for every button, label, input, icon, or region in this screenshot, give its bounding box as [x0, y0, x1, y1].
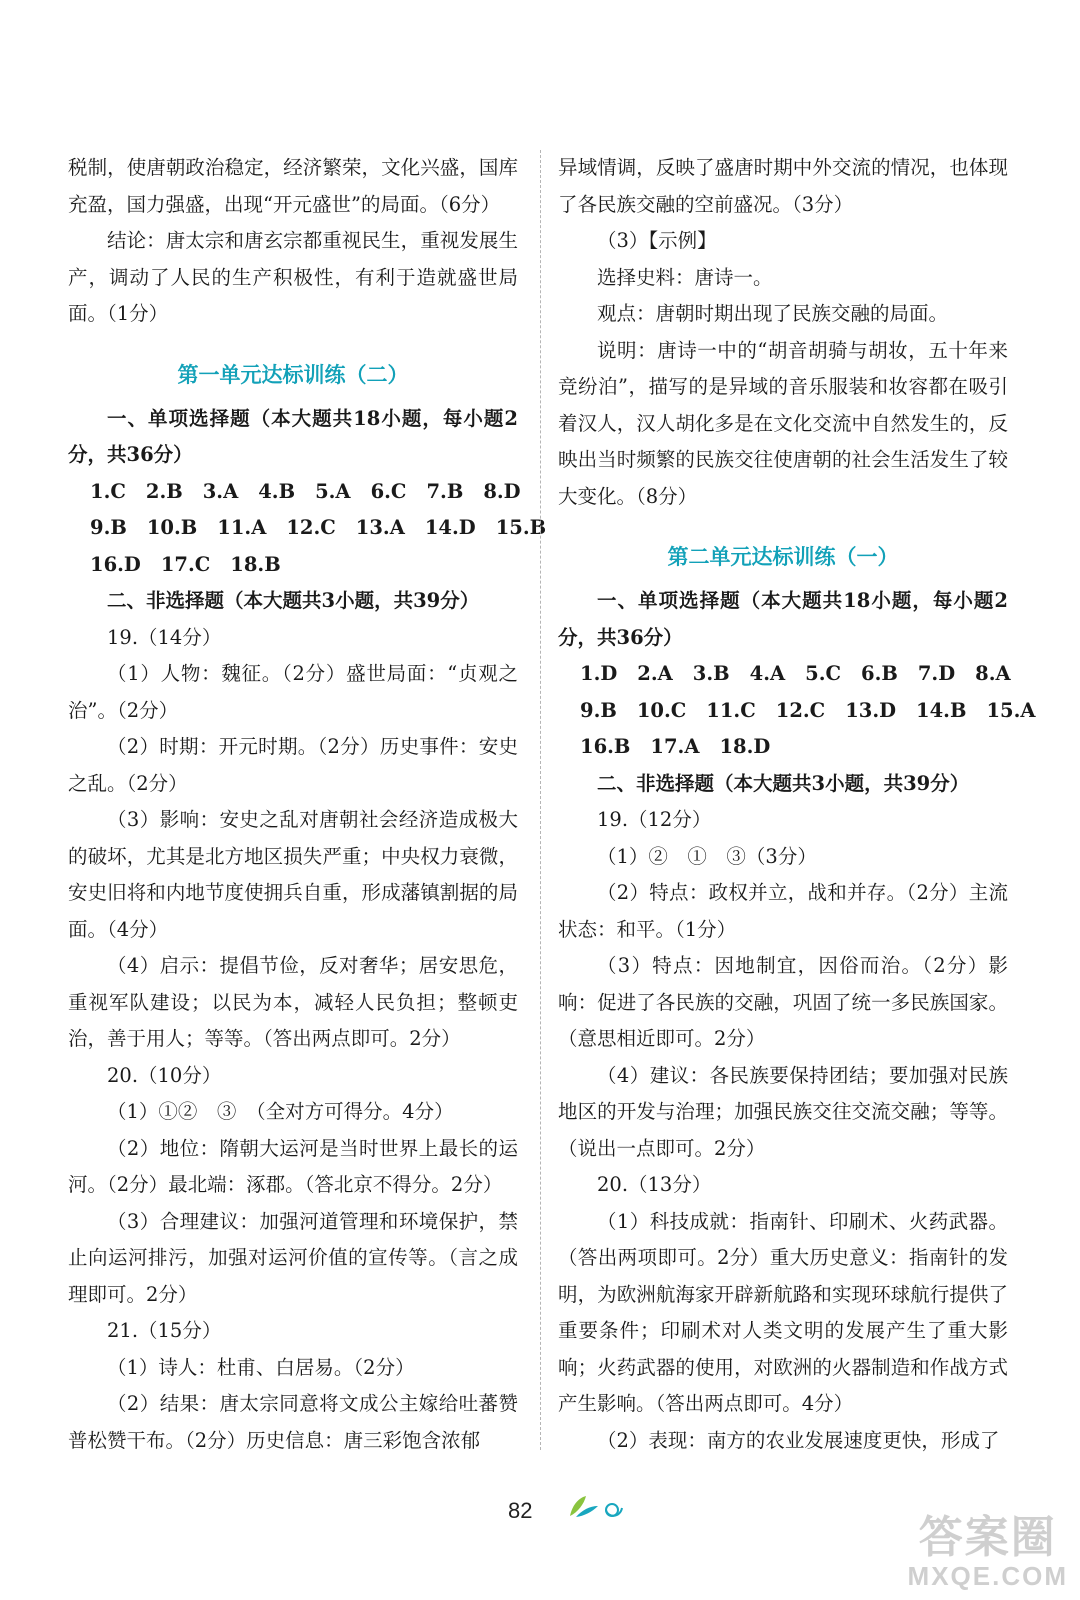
watermark-text: 答案圈	[918, 1513, 1057, 1562]
paragraph: 19.（14分）	[107, 625, 222, 649]
section-subheading: 二、非选择题（本大题共3小题，共39分）	[107, 589, 480, 612]
answer-item: 16.B	[580, 735, 631, 758]
paragraph: 结论：唐太宗和唐玄宗都重视民生，重视发展生产，调动了人民的生产积极性，有利于造就盛世局面。（1分）	[68, 229, 518, 325]
answer-item: 16.D	[90, 552, 141, 576]
answer-row	[558, 656, 1011, 693]
paragraph: 异域情调，反映了盛唐时期中外交流的情况，也体现了各民族交融的空前盛况。（3分）	[558, 156, 1008, 216]
paragraph: （2）特点：政权并立，战和并存。（2分）主流状态：和平。（1分）	[558, 881, 1008, 941]
answer-item: 1.C	[90, 479, 126, 503]
answer-item: 17.C	[160, 552, 211, 576]
answer-item: 10.C	[636, 698, 687, 722]
paragraph: （1）①② ③ （全对方可得分。4分）	[107, 1100, 454, 1123]
answer-item: 5.C	[805, 662, 842, 685]
paragraph: （2）地位：隋朝大运河是当时世界上最长的运河。（2分）最北端：涿郡。（答北京不得分。2分）	[68, 1136, 518, 1196]
answer-item: 15.A	[986, 698, 1036, 722]
answer-row	[68, 510, 547, 547]
answer-item: 9.B	[580, 698, 617, 722]
paragraph: 21.（15分）	[107, 1319, 222, 1342]
answer-item: 4.B	[258, 479, 296, 503]
answer-item: 6.C	[370, 479, 407, 503]
answer-item: 2.B	[145, 479, 183, 503]
answer-item: 8.D	[483, 479, 521, 503]
answer-item: 10.B	[146, 516, 198, 539]
answer-item: 11.A	[217, 516, 267, 539]
paragraph: （3）影响：安史之乱对唐朝社会经济造成极大的破坏，尤其是北方地区损失严重；中央权力衰微，安史旧将和内地节度使拥兵自重，形成藩镇割据的局面。（4分）	[68, 808, 518, 941]
column-divider	[540, 150, 541, 1450]
section-subheading: 二、非选择题（本大题共3小题，共39分）	[597, 771, 970, 795]
section-heading: 第二单元达标训练（一）	[667, 544, 899, 569]
watermark-logo	[908, 1515, 1068, 1592]
answer-item: 15.B	[495, 516, 547, 539]
answer-item: 17.A	[650, 735, 700, 758]
answer-item: 3.A	[202, 479, 239, 503]
answer-item: 6.B	[861, 662, 898, 685]
paragraph: （4）启示：提倡节俭，反对奢华；居安思危，重视军队建设；以民为本，减轻人民负担；整顿吏治，善于用人；等等。（答出两点即可。2分）	[68, 954, 518, 1050]
answer-item: 12.C	[286, 516, 336, 539]
answer-row	[558, 693, 1036, 730]
paragraph: （2）时期：开元时期。（2分）历史事件：安史之乱。（2分）	[68, 735, 518, 795]
answer-item: 11.C	[706, 698, 756, 722]
paragraph: 选择史料：唐诗一。	[597, 265, 773, 289]
paragraph: 20.（13分）	[597, 1173, 712, 1196]
leaf-ornament-icon	[566, 1492, 642, 1520]
paragraph: （4）建议：各民族要保持团结；要加强对民族地区的开发与治理；加强民族交往交流交融；等等。（说出一点即可。2分）	[558, 1063, 1008, 1160]
answer-item: 2.A	[637, 662, 673, 685]
section-subheading: 一、单项选择题（本大题共18小题，每小题2分，共36分）	[68, 406, 518, 466]
paragraph: 19.（12分）	[597, 808, 712, 831]
paragraph: （2）结果：唐太宗同意将文成公主嫁给吐蕃赞普松赞干布。（2分）历史信息：唐三彩饱含浓郁	[68, 1392, 518, 1452]
answer-item: 7.B	[426, 479, 464, 503]
answer-row	[68, 547, 518, 584]
paragraph: 税制，使唐朝政治稳定，经济繁荣，文化兴盛，国库充盈，国力强盛，出现“开元盛世”的局面。（6分）	[68, 156, 518, 216]
answer-item: 5.A	[315, 479, 351, 503]
paragraph: （3）【示例】	[597, 229, 717, 252]
answer-row	[558, 729, 1008, 766]
right-column	[558, 150, 1036, 1459]
paragraph: （1）② ① ③（3分）	[597, 844, 817, 868]
answer-item: 18.B	[230, 552, 281, 576]
answer-item: 4.A	[749, 662, 786, 685]
answer-item: 12.C	[775, 698, 826, 722]
answer-item: 13.A	[355, 516, 405, 539]
paragraph: （3）合理建议：加强河道管理和环境保护，禁止向运河排污，加强对运河价值的宣传等。（言之成理即可。2分）	[68, 1209, 518, 1306]
answer-item: 14.B	[916, 698, 967, 722]
paragraph: （3）特点：因地制宜，因俗而治。（2分）影响：促进了各民族的交融，巩固了统一多民族国家。（意思相近即可。2分）	[558, 954, 1008, 1050]
watermark-url: MXQE.COM	[907, 1561, 1068, 1591]
section-subheading: 一、单项选择题（本大题共18小题，每小题2分，共36分）	[558, 589, 1008, 649]
paragraph: 20.（10分）	[107, 1063, 222, 1087]
paragraph: （1）人物：魏征。（2分）盛世局面：“贞观之治”。（2分）	[68, 662, 518, 722]
paragraph: 说明：唐诗一中的“胡音胡骑与胡妆，五十年来竞纷泊”，描写的是异域的音乐服装和妆容都在吸引着汉人，汉人胡化多是在文化交流中自然发生的，反映出当时频繁的民族交往使唐朝的社会生活发生了较大变化。（8分）	[558, 338, 1008, 508]
paragraph: （1）科技成就：指南针、印刷术、火药武器。（答出两项即可。2分）重大历史意义：指南针的发明，为欧洲航海家开辟新航路和实现环球航行提供了重要条件；印刷术对人类文明的发展产生了重大影响；火药武器的使用，对欧洲的火器制造和作战方式产生影响。（答出两点即可。4分）	[558, 1209, 1008, 1415]
section-heading: 第一单元达标训练（二）	[177, 361, 409, 387]
answer-item: 14.D	[424, 516, 476, 539]
page-number: 82	[508, 1498, 533, 1523]
answer-item: 9.B	[90, 516, 127, 539]
paragraph: （1）诗人：杜甫、白居易。（2分）	[107, 1355, 415, 1379]
paragraph: 观点：唐朝时期出现了民族交融的局面。	[597, 302, 949, 325]
paragraph: （2）表现：南方的农业发展速度更快，形成了	[597, 1428, 1000, 1452]
answer-item: 7.D	[917, 662, 956, 685]
answer-item: 8.A	[975, 662, 1011, 685]
left-column	[68, 150, 547, 1459]
answer-item: 3.B	[692, 662, 730, 685]
answer-item: 13.D	[845, 698, 897, 722]
answer-row	[68, 474, 521, 511]
answer-item: 1.D	[580, 662, 618, 685]
answer-item: 18.D	[719, 735, 771, 758]
